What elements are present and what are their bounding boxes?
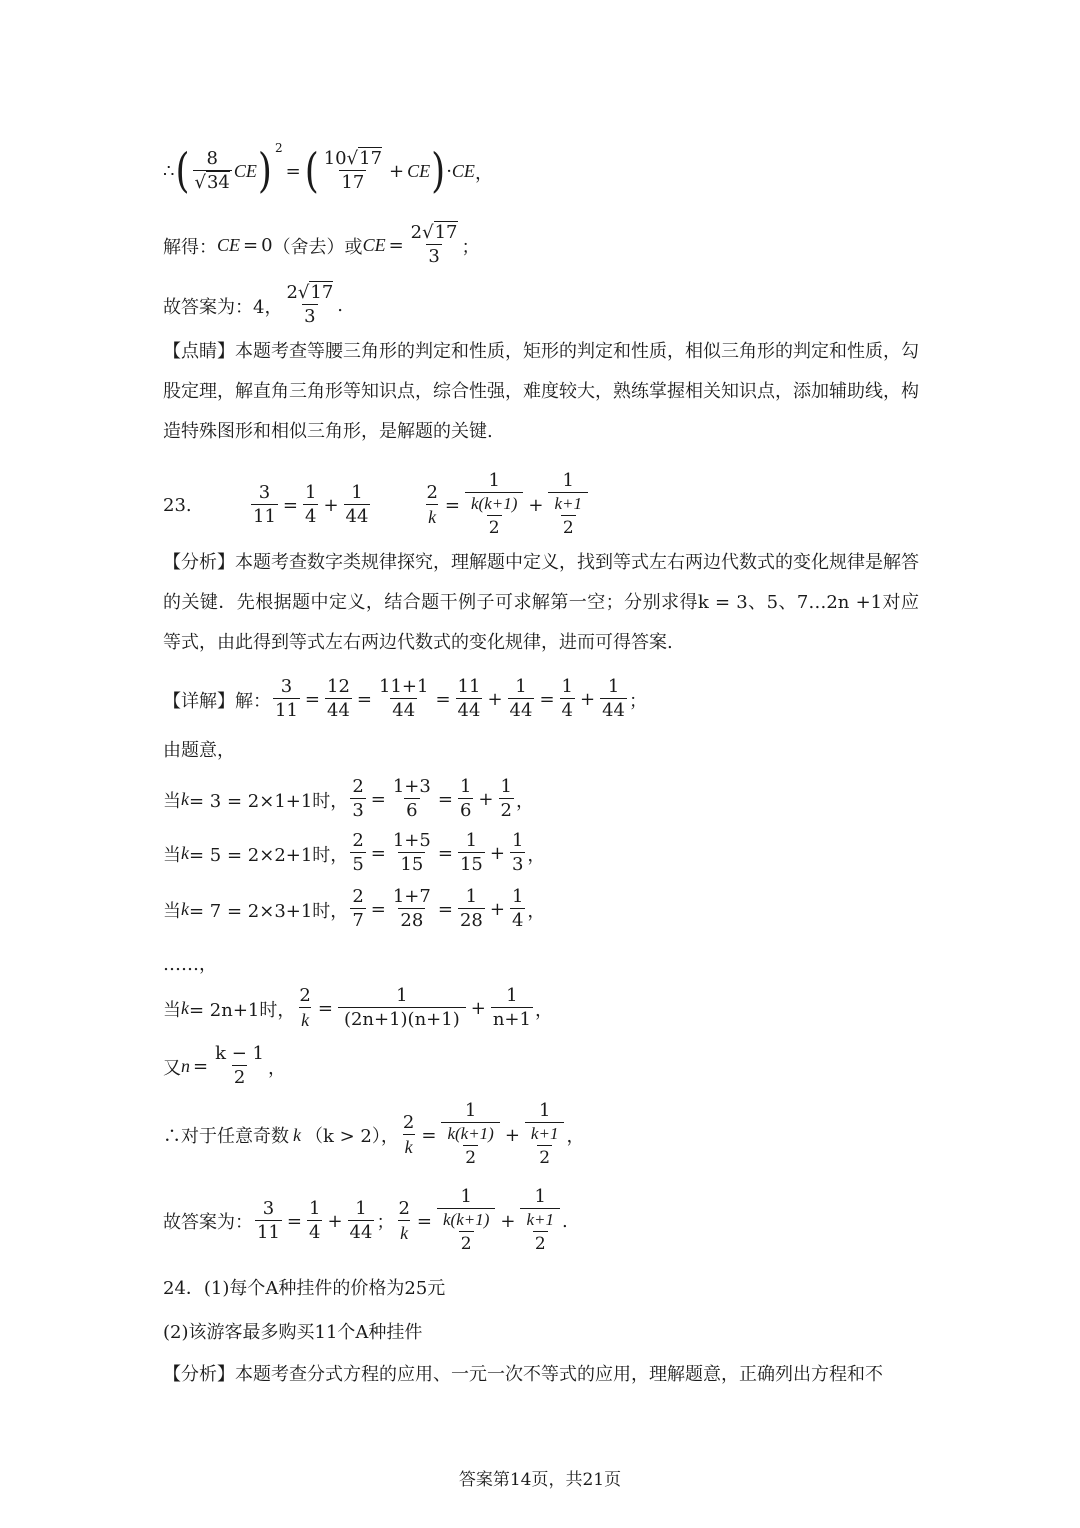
youtiyi-line: 由题意， bbox=[163, 740, 235, 761]
numerator: 10√17 bbox=[323, 148, 383, 169]
left-paren: ( bbox=[304, 144, 319, 198]
dianjing-paragraph: 【点睛】本题考查等腰三角形的判定和性质，矩形的判定和性质，相似三角形的判定和性质，勾股定理，解直角三角形等知识点，综合性强，难度较大，熟练掌握相关知识点，添加辅助线，构造特殊图形和相似三角形，是解题的关键. bbox=[163, 341, 919, 442]
fraction bbox=[322, 148, 384, 195]
xiangjie-line: 【详解】解： $\frac{3}{11}$ = $\frac{12}{44}$ = $\frac{11+1}{44}$ = $\frac{11}{44}$ + $\frac{1}{44}$ = $\frac{1}{4}$ + $\frac{1}{44}$ ； bbox=[163, 676, 647, 721]
dot-op: · bbox=[446, 161, 452, 182]
ellipsis-line: ……， bbox=[163, 954, 217, 975]
exponent: 2 bbox=[274, 140, 283, 155]
fenxi-23-paragraph: 【分析】本题考查数字类规律探究，理解题中定义，找到等式左右两边代数式的变化规律是解答的关键．先根据题中定义，结合题干例子可求解第一空；分别求得k = 3、5、7…2n +1对应等式，由此得到等式左右两边代数式的变化规律，进而可得答案. bbox=[163, 552, 919, 653]
var-ce: CE bbox=[451, 161, 475, 181]
fraction bbox=[193, 148, 232, 195]
n-definition-line: 又 n = $\frac{k - 1}{2}$ ， bbox=[163, 1043, 286, 1088]
equation-line-1: ∴ ( $\frac{8}{√34}$ CE ) 2 = ( $\frac{10√17}{17}$ + CE ) · CE ， bbox=[163, 140, 493, 198]
general-formula-line: ∴对于任意奇数 k （k > 2）， $\frac{2}{k}$ = $\frac{1}{\frac{k(k+1)}{2}}$ + $\frac{1}{\frac{k+1}{2}}$ ， bbox=[163, 1100, 585, 1168]
fraction: $\frac{2√17}{3}$ bbox=[410, 222, 458, 267]
answer-line-22: 故答案为：4， $\frac{2√17}{3}$ . bbox=[163, 282, 344, 327]
right-paren: ) bbox=[431, 144, 446, 198]
k5-line: 当 k = 5 = 2×2+1时， $\frac{2}{5}$ = $\frac{1+5}{15}$ = $\frac{1}{15}$ + $\frac{1}{3}$ ， bbox=[163, 830, 546, 875]
k2n-line: 当 k = 2n+1时， $\frac{2}{k}$ = $\frac{1}{(2n+1)(n+1)}$ + $\frac{1}{n+1}$ ， bbox=[163, 985, 553, 1030]
solution-line: 解得： CE = 0 （舍去）或 CE = $\frac{2√17}{3}$ ； bbox=[163, 222, 480, 267]
numerator: 8 bbox=[206, 148, 218, 169]
therefore-symbol: ∴ bbox=[163, 161, 175, 182]
left-paren: ( bbox=[175, 144, 190, 198]
answer-line-23: 故答案为： $\frac{3}{11}$ = $\frac{1}{4}$ + $\frac{1}{44}$ ； $\frac{2}{k}$ = $\frac{1}{\frac{k(k+1)}{2}}$ + $\frac{1}{\frac{k+1}{2}}$ . bbox=[163, 1186, 568, 1254]
question-24-part2: (2)该游客最多购买11个A种挂件 bbox=[163, 1322, 423, 1343]
page-footer: 答案第14页，共21页 bbox=[458, 1470, 622, 1490]
right-paren: ) bbox=[257, 144, 272, 198]
plus: + bbox=[389, 161, 405, 182]
fenxi-24-line: 【分析】本题考查分式方程的应用、一元一次不等式的应用，理解题意，正确列出方程和不 bbox=[163, 1364, 883, 1385]
denominator: 17 bbox=[341, 172, 365, 193]
var-ce: CE bbox=[233, 161, 257, 181]
fraction: $\frac{2√17}{3}$ bbox=[286, 282, 334, 327]
var-ce: CE bbox=[407, 161, 431, 181]
denominator: √34 bbox=[194, 172, 230, 193]
k3-line: 当 k = 3 = 2×1+1时， $\frac{2}{3}$ = $\frac{1+3}{6}$ = $\frac{1}{6}$ + $\frac{1}{2}$ ， bbox=[163, 776, 534, 821]
question-24-part1: 24．(1)每个A种挂件的价格为25元 bbox=[163, 1278, 446, 1299]
equals: = bbox=[285, 161, 301, 182]
question-23-answer: 23. $\frac{3}{11}$ = $\frac{1}{4}$ + $\frac{1}{44}$ $\frac{2}{k}$ = $\frac{1}{\frac{k(k+1)}{2}}$ + $\frac{1}{\frac{k+1}{2}}$ bbox=[163, 470, 590, 540]
k7-line: 当 k = 7 = 2×3+1时， $\frac{2}{7}$ = $\frac{1+7}{28}$ = $\frac{1}{28}$ + $\frac{1}{4}$ ， bbox=[163, 886, 546, 931]
